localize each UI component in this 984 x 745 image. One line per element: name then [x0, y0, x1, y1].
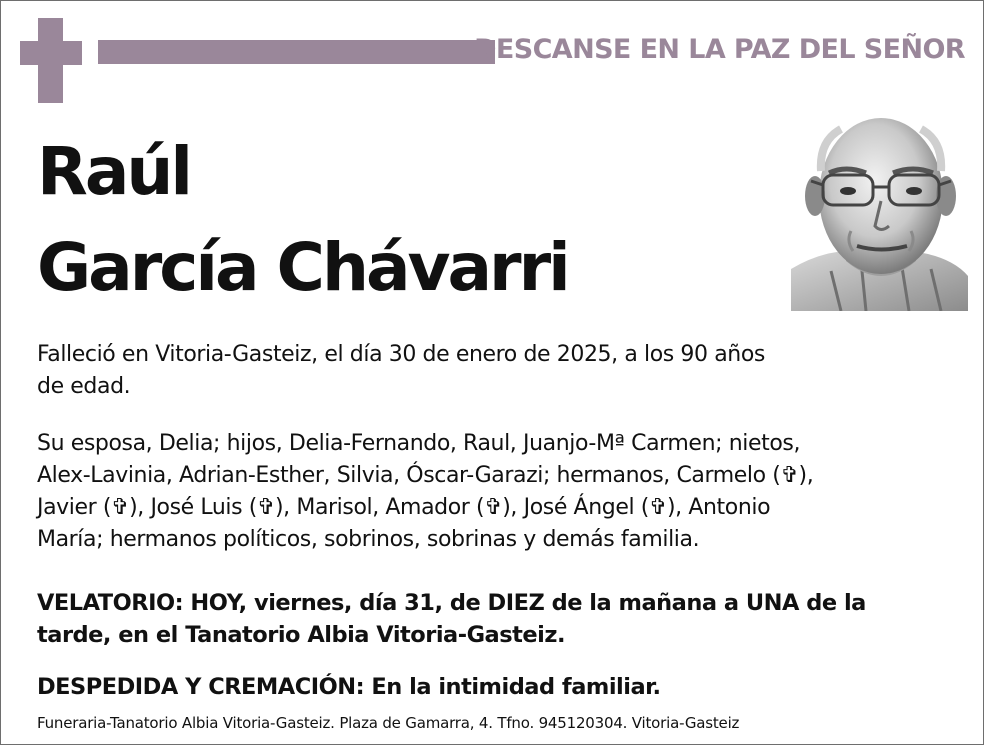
wake-info — [37, 587, 957, 651]
farewell-line: DESPEDIDA Y CREMACIÓN: En la intimidad familiar. — [37, 674, 661, 700]
wake-line-2: tarde, en el Tanatorio Albia Vitoria-Gasteiz. — [37, 622, 565, 648]
death-announcement — [37, 339, 957, 403]
family-list — [37, 428, 957, 556]
family-line-4: María; hermanos políticos, sobrinos, sobrinas y demás familia. — [37, 527, 700, 552]
funeral-home-footer: Funeraria-Tanatorio Albia Vitoria-Gasteiz. Plaza de Gamarra, 4. Tfno. 945120304. Vitoria-Gasteiz — [37, 714, 740, 732]
surnames: García Chávarri — [37, 229, 568, 306]
cross-horizontal-bar — [20, 41, 82, 65]
farewell-info — [37, 671, 957, 703]
family-line-1: Su esposa, Delia; hijos, Delia-Fernando, Raul, Juanjo-Mª Carmen; nietos, — [37, 431, 801, 456]
death-line-1: Falleció en Vitoria-Gasteiz, el día 30 de enero de 2025, a los 90 años — [37, 342, 765, 367]
family-line-2: Alex-Lavinia, Adrian-Esther, Silvia, Óscar-Garazi; hermanos, Carmelo (✞), — [37, 463, 814, 488]
wake-line-1: VELATORIO: HOY, viernes, día 31, de DIEZ de la mañana a UNA de la — [37, 590, 866, 616]
first-name: Raúl — [37, 133, 190, 210]
header-title: DESCANSE EN LA PAZ DEL SEÑOR — [474, 34, 965, 65]
death-line-2: de edad. — [37, 374, 131, 399]
family-line-3: Javier (✞), José Luis (✞), Marisol, Amador (✞), José Ángel (✞), Antonio — [37, 495, 771, 520]
header-rule — [98, 40, 495, 64]
portrait-photo — [791, 101, 968, 311]
